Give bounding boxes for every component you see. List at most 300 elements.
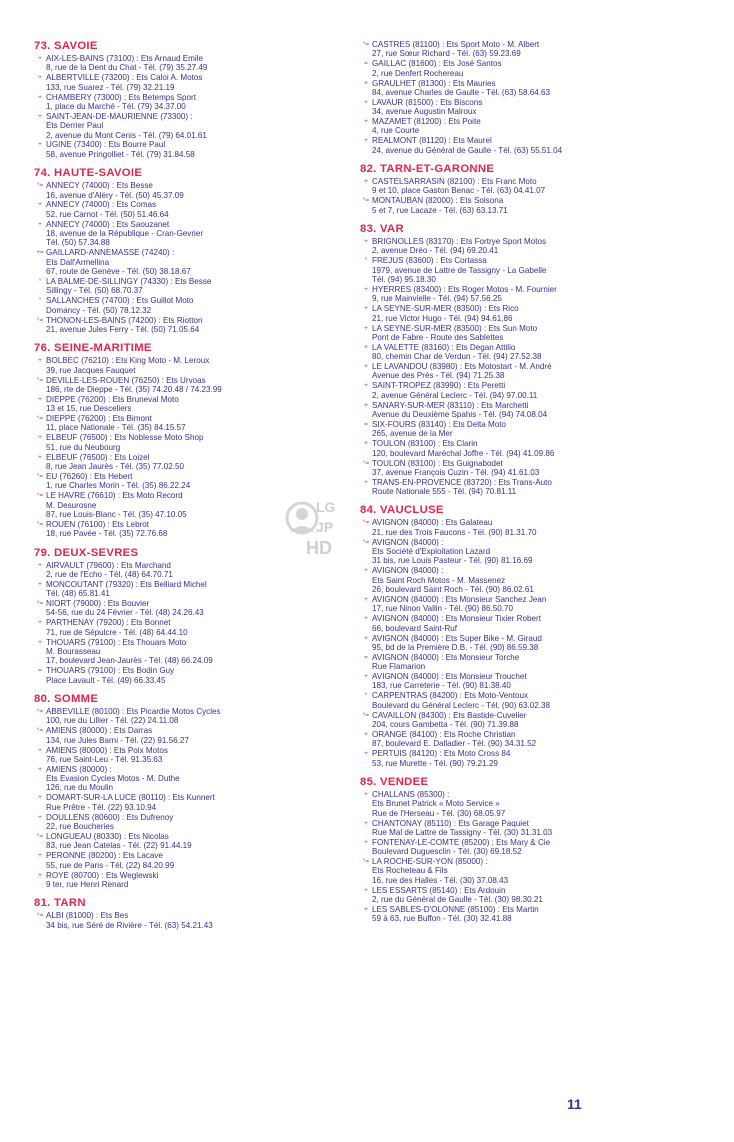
dealer-entry: [360, 819, 682, 838]
entry-text: [372, 857, 682, 885]
entry-marker: +: [364, 790, 368, 798]
dealer-entry: [360, 304, 682, 323]
department-heading: 80. SOMME: [34, 692, 99, 705]
entry-line: 95, bd de la Première D.B. - Tél. (90) 86.59.38: [372, 642, 539, 652]
entry-line: 34, avenue Augustin Malroux: [372, 107, 477, 117]
dealer-entry: [360, 478, 682, 497]
entry-line: EU (76260) : Ets Hebert: [46, 471, 133, 481]
entry-line: AMIENS (80000) : Ets Darras: [46, 726, 153, 736]
entry-text: [372, 98, 682, 117]
entry-line: NIORT (79000) : Ets Bouvier: [46, 599, 150, 609]
entry-text: [46, 871, 356, 890]
left-column: [34, 40, 356, 938]
dealer-entry: [360, 838, 682, 857]
entry-line: ANNECY (74000) : Ets Besse: [46, 181, 153, 191]
dealer-entry: [34, 599, 356, 618]
entry-text: [46, 395, 356, 414]
entry-line: 52, rue Carnot - Tél. (50) 51.46.64: [46, 209, 169, 219]
entry-text: [46, 765, 356, 793]
entry-text: [46, 707, 356, 726]
entry-marker: +: [38, 434, 42, 442]
dealer-entry: [34, 220, 356, 248]
entry-line: M. Desurosne: [46, 500, 97, 510]
dealer-entry: [34, 793, 356, 812]
entry-text: [372, 237, 682, 256]
entry-text: [372, 538, 682, 566]
entry-line: 17, rue Ninon Vallin - Tél. (90) 86.50.70: [372, 604, 513, 614]
dealer-entry: [34, 356, 356, 375]
entry-line: 186, rte de Dieppe - Tél. (35) 74.20.48 / 74.23.99: [46, 384, 222, 394]
entry-line: 5 et 7, rue Lacaze - Tél. (63) 63.13.71: [372, 205, 508, 215]
entry-text: [46, 248, 356, 276]
entry-marker: +: [38, 395, 42, 403]
dealer-entry: [34, 414, 356, 433]
dealer-entry: [34, 54, 356, 73]
entry-marker: +: [364, 137, 368, 145]
dealer-entry: [360, 256, 682, 284]
dealer-entry: [34, 181, 356, 200]
entry-line: PERONNE (80200) : Ets Lacave: [46, 851, 163, 861]
entry-line: 2, rue Denfert Rochereau: [372, 68, 464, 78]
entry-text: [372, 196, 682, 215]
entry-line: LA ROCHE-SUR-YON (85000) :: [372, 857, 488, 867]
department-heading: 84. VAUCLUSE: [360, 504, 444, 517]
entry-text: [46, 911, 356, 930]
entry-line: Ets Saint Roch Motos - M. Massenez: [372, 575, 506, 585]
entry-line: Rue de l'Herseau - Tél. (30) 68.05.97: [372, 808, 506, 818]
entry-line: GAILLAC (81600) : Ets José Santos: [372, 59, 502, 69]
entry-line: 37, avenue François Cuzin - Tél. (94) 41.61.03: [372, 467, 540, 477]
dealer-entry: [360, 177, 682, 196]
entry-line: 24, avenue du Général de Gaulle - Tél. (63) 55.51.04: [372, 145, 563, 155]
dealer-entry: [34, 813, 356, 832]
entry-marker: +: [38, 357, 42, 365]
entry-line: ROUEN (76100) : Ets Lebrot: [46, 519, 150, 529]
entry-text: [46, 296, 356, 315]
entry-line: Rue Prêtre - Tél. (22) 93.10.94: [46, 802, 157, 812]
entry-line: GRAULHET (81300) : Ets Mauries: [372, 78, 496, 88]
entry-line: ROYE (80700) : Ets Weglewski: [46, 870, 159, 880]
entry-marker: +: [364, 819, 368, 827]
entry-line: 1979, avenue de Lattre de Tassigny - La Gabelle: [372, 265, 547, 275]
entry-line: 34 bis, rue Séré de Rivière - Tél. (63) 54.21.43: [46, 920, 213, 930]
entry-line: THOUARS (79100) : Ets Thouars Moto: [46, 637, 187, 647]
entry-line: 126, rue du Moulin: [46, 783, 114, 793]
entry-line: FREJUS (83600) : Ets Cortassa: [372, 256, 487, 266]
entry-line: 21, rue Victor Hugo - Tél. (94) 94.61.86: [372, 313, 513, 323]
dealer-entry: [34, 73, 356, 92]
entry-marker: +: [364, 838, 368, 846]
entry-line: DEVILLE-LES-ROUEN (76250) : Ets Urvoas: [46, 375, 206, 385]
entry-text: [46, 813, 356, 832]
entry-line: CHAMBERY (73000) : Ets Betemps Sport: [46, 92, 196, 102]
entry-text: [46, 453, 356, 472]
dealer-entry: [360, 634, 682, 653]
entry-line: LES SABLES-D'OLONNE (85100) : Ets Martin: [372, 905, 539, 915]
entry-marker: °=: [36, 492, 44, 500]
entry-marker: +: [364, 478, 368, 486]
entry-line: Avenue du Deuxième Spahis - Tél. (94) 74.08.04: [372, 410, 548, 419]
entry-marker: +: [38, 112, 42, 120]
dealer-entry: [360, 653, 682, 672]
entry-line: 9 ter, rue Henri Renard: [46, 879, 129, 889]
entry-text: [46, 277, 356, 296]
entry-marker: +: [364, 440, 368, 448]
entry-marker: °=: [362, 197, 370, 205]
dealer-entry: [360, 343, 682, 362]
entry-line: Tél. (94) 95.18.30: [372, 275, 436, 285]
entry-line: 83, rue Jean Catelas - Tél. (22) 91.44.19: [46, 841, 192, 851]
department-section: [360, 504, 682, 767]
entry-line: DOMART-SUR-LA LUCE (80110) : Ets Kunnert: [46, 793, 215, 803]
entry-marker: °=: [36, 600, 44, 608]
dealer-entry: [360, 538, 682, 566]
entry-marker: +: [364, 79, 368, 87]
dealer-entry: [34, 112, 356, 140]
entry-line: M. Bourasseau: [46, 646, 101, 656]
entry-marker: +: [364, 596, 368, 603]
entry-line: ABBEVILLE (80100) : Ets Picardie Motos Cycles: [46, 706, 221, 716]
entry-marker: +: [38, 580, 42, 588]
entry-line: Pont de Fabre - Route des Sablettes: [372, 332, 504, 342]
entry-text: [46, 618, 356, 637]
entry-text: [46, 54, 356, 73]
entry-line: BRIGNOLLES (83170) : Ets Fortrye Sport Motos: [372, 237, 547, 247]
entry-marker: +: [38, 55, 42, 62]
entry-marker: =: [364, 420, 368, 428]
svg-text:HD: HD: [306, 538, 332, 558]
right-column: [360, 40, 682, 932]
entry-marker: +: [364, 305, 368, 313]
entry-line: 18, avenue de la République - Cran-Gevrier: [46, 229, 204, 239]
entry-text: [372, 691, 682, 710]
entry-marker: °=: [36, 316, 44, 324]
entry-text: [372, 730, 682, 749]
entry-marker: +: [38, 619, 42, 627]
entry-text: [372, 381, 682, 400]
department-heading: 79. DEUX-SEVRES: [34, 546, 139, 559]
entry-marker: +: [38, 141, 42, 149]
entry-line: BOLBEC (76210) : Ets King Moto - M. Leroux: [46, 356, 210, 366]
department-section: [360, 776, 682, 924]
entry-marker: +: [364, 324, 368, 332]
entry-marker: °=: [36, 472, 44, 480]
entry-text: [372, 401, 682, 420]
dealer-entry: [34, 618, 356, 637]
entry-line: Ets Derrier Paul: [46, 121, 104, 131]
entry-text: [46, 638, 356, 666]
entry-line: 26, boulevard Saint Roch - Tél. (90) 86.02.61: [372, 585, 534, 595]
dealer-entry: [360, 749, 682, 768]
entry-marker: +: [38, 794, 42, 802]
entry-line: 76, rue Saint-Leu - Tél. 91.35.63: [46, 754, 163, 764]
entry-line: Sillingy - Tél. (50) 68.70.37: [46, 286, 143, 296]
department-heading: 85. VENDEE: [360, 775, 429, 788]
entry-line: 80, chemin Char de Verdun - Tél. (94) 27.52.38: [372, 352, 542, 362]
dealer-entry: [360, 420, 682, 439]
entry-line: LA VALETTE (83160) : Ets Degan Attilio: [372, 342, 516, 352]
entry-text: [46, 580, 356, 599]
entry-line: ELBEUF (76500) : Ets Loizel: [46, 452, 150, 462]
entry-line: Ets Evasion Cycles Motos - M. Duthe: [46, 774, 180, 784]
department-heading: 73. SAVOIE: [34, 40, 98, 52]
entry-line: 84, avenue Charles de Gaulle - Tél. (63) 58.64.63: [372, 87, 551, 97]
entry-marker: +: [38, 852, 42, 860]
entry-line: TOULON (83100) : Ets Guignabodet: [372, 458, 503, 468]
entry-line: 67, route de Genève - Tél. (50) 38.18.67: [46, 267, 191, 277]
entry-text: [372, 136, 682, 155]
entry-text: [372, 285, 682, 304]
entry-text: [46, 414, 356, 433]
dealer-entry: [360, 40, 682, 59]
entry-line: 1, place du Marché - Tél. (79) 34.37.00: [46, 101, 186, 111]
department-section: [360, 163, 682, 215]
department-section: [34, 40, 356, 159]
entry-line: 2, rue de l'Echo - Tél. (48) 64.70.71: [46, 569, 173, 579]
entry-line: 9, rue Mainvielle - Tél. (94) 57.56.25: [372, 294, 502, 304]
entry-text: [372, 256, 682, 284]
entry-line: DIEPPE (76200) : Ets Bruneval Moto: [46, 394, 179, 404]
department-heading: 76. SEINE-MARITIME: [34, 342, 152, 355]
entry-line: 16, rue des Halles - Tél. (30) 37.08.43: [372, 875, 509, 885]
dealer-entry: [34, 395, 356, 414]
dealer-entry: [34, 93, 356, 112]
entry-text: [46, 140, 356, 159]
entry-text: [372, 711, 682, 730]
entry-line: 58, avenue Pringolliet - Tél. (79) 31.84.58: [46, 149, 195, 159]
entry-line: 54-56, rue du 24 Février - Tél. (48) 24.26.43: [46, 608, 204, 618]
dealer-entry: [34, 200, 356, 219]
entry-line: SAINT-TROPEZ (83990) : Ets Peretti: [372, 381, 506, 391]
entry-marker: +: [38, 638, 42, 646]
entry-line: ORANGE (84100) : Ets Roche Christian: [372, 729, 516, 739]
entry-line: LE HAVRE (76610) : Ets Moto Record: [46, 491, 183, 501]
entry-marker: °=: [362, 459, 370, 467]
entry-marker: +: [38, 871, 42, 879]
entry-marker: +: [364, 178, 368, 186]
dealer-entry: [360, 324, 682, 343]
entry-line: AVIGNON (84000) :: [372, 566, 444, 576]
entry-line: SIX-FOURS (83140) : Ets Delta Moto: [372, 419, 507, 429]
entry-marker: °=: [36, 376, 44, 384]
entry-line: AVIGNON (84000) : Ets Monsieur Sanchez Jean: [372, 595, 547, 604]
entry-line: LONGUEAU (80330) : Ets Nicolas: [46, 831, 169, 841]
dealer-entry: [360, 196, 682, 215]
dealer-entry: [34, 472, 356, 491]
entry-line: Tél. (48) 65.81.41: [46, 589, 110, 599]
dealer-entry: [360, 886, 682, 905]
entry-text: [372, 420, 682, 439]
entry-line: 11, place Nationale - Tél. (35) 84.15.57: [46, 423, 186, 433]
svg-text:JP: JP: [316, 519, 334, 535]
page-number: 11: [567, 1096, 582, 1112]
entry-text: [46, 599, 356, 618]
entry-marker: °=: [36, 727, 44, 735]
entry-marker: +: [364, 673, 368, 681]
entry-line: 21, rue des Trois Faucons - Tél. (90) 81.31.70: [372, 527, 537, 537]
dealer-entry: [360, 790, 682, 818]
dealer-entry: [360, 730, 682, 749]
entry-text: [372, 439, 682, 458]
entry-line: AVIGNON (84000) : Ets Monsieur Torche: [372, 652, 520, 662]
entry-line: AMIENS (80000) : Ets Poix Motos: [46, 745, 168, 755]
entry-marker: +: [364, 118, 368, 126]
dealer-entry: [34, 851, 356, 870]
entry-line: CAVAILLON (84300) : Ets Bastide-Cuvelier: [372, 710, 527, 720]
entry-line: 2, avenue Dréo - Tél. (94) 69.20.41: [372, 246, 499, 256]
entry-marker: °=: [362, 858, 370, 866]
entry-line: Tél. (50) 57.34.88: [46, 238, 110, 248]
dealer-entry: [34, 433, 356, 452]
entry-line: 31 bis, rue Louis Pasteur - Tél. (90) 81.16.69: [372, 556, 533, 566]
dealer-entry: [360, 362, 682, 381]
dealer-entry: [360, 595, 682, 614]
entry-line: AIX-LES-BAINS (73100) : Ets Arnaud Emile: [46, 54, 203, 63]
department-heading: 83. VAR: [360, 223, 404, 236]
entry-line: AVIGNON (84000) : Ets Galateau: [372, 518, 493, 528]
entry-text: [372, 324, 682, 343]
department-heading: 74. HAUTE-SAVOIE: [34, 167, 143, 180]
entry-line: Route Nationale 555 - Tél. (94) 70.81.11: [372, 487, 517, 497]
entry-text: [372, 749, 682, 768]
entry-text: [372, 117, 682, 136]
department-heading: 82. TARN-ET-GARONNE: [360, 163, 495, 176]
entry-marker: +: [364, 750, 368, 758]
entry-text: [372, 177, 682, 196]
entry-marker: °: [38, 277, 42, 285]
entry-line: 13 et 15, rue Desceliers: [46, 404, 132, 414]
entry-text: [372, 886, 682, 905]
entry-line: AMIENS (80000) :: [46, 764, 112, 774]
entry-line: ELBEUF (76500) : Ets Noblesse Moto Shop: [46, 433, 204, 443]
entry-marker: +: [364, 401, 368, 409]
dealer-entry: [360, 439, 682, 458]
entry-line: 134, rue Jules Barni - Tél. (22) 91.56.27: [46, 735, 189, 745]
entry-line: PARTHENAY (79200) : Ets Bonnet: [46, 618, 171, 628]
dealer-entry: [360, 691, 682, 710]
entry-line: AVIGNON (84000) : Ets Monsieur Tixier Robert: [372, 614, 541, 624]
entry-line: LAVAUR (81500) : Ets Biscons: [372, 97, 483, 107]
entry-line: 71, rue de Sépulcre - Tél. (48) 64.44.10: [46, 627, 188, 637]
entry-line: ANNECY (74000) : Ets Saouzanet: [46, 219, 170, 229]
entry-text: [372, 459, 682, 478]
dealer-entry: [34, 871, 356, 890]
entry-marker: °: [364, 692, 368, 700]
entry-line: ALBI (81000) : Ets Bes: [46, 911, 129, 921]
entry-line: TRANS-EN-PROVENCE (83720) : Ets Trans-Auto: [372, 477, 552, 487]
entry-line: 8, rue de la Dent du Chat - Tél. (79) 35.27.49: [46, 63, 208, 73]
dealer-entry: [360, 136, 682, 155]
entry-text: [372, 653, 682, 672]
department-section: [34, 693, 356, 889]
entry-line: 8, rue Jean Jaurès - Tél. (35) 77.02.50: [46, 461, 184, 471]
entry-line: DOULLENS (80600) : Ets Dufrenoy: [46, 812, 174, 822]
entry-line: PERTUIS (84120) : Ets Moto Cross 84: [372, 749, 511, 759]
entry-line: DIEPPE (76200) : Ets Bimont: [46, 414, 152, 424]
dealer-entry: [360, 566, 682, 594]
entry-line: LE LAVANDOU (83980) : Ets Motostart - M. André: [372, 362, 552, 372]
entry-text: [46, 433, 356, 452]
dealer-entry: [360, 79, 682, 98]
department-heading: 81. TARN: [34, 897, 86, 910]
entry-text: [46, 793, 356, 812]
entry-line: MONTAUBAN (82000) : Ets Solsona: [372, 196, 504, 206]
entry-line: MAZAMET (81200) : Ets Poite: [372, 117, 481, 127]
entry-line: SANARY-SUR-MER (83110) : Ets Marchetti: [372, 400, 529, 410]
entry-line: ANNECY (74000) : Ets Comas: [46, 200, 157, 210]
entry-marker: +: [364, 285, 368, 293]
dealer-entry: [34, 376, 356, 395]
entry-line: Domancy - Tél. (50) 78.12.32: [46, 305, 152, 315]
entry-marker: +: [38, 93, 42, 101]
entry-marker: °=: [36, 520, 44, 528]
entry-line: CARPENTRAS (84200) : Ets Moto-Ventoux: [372, 691, 529, 701]
entry-text: [372, 566, 682, 594]
dealer-entry: [34, 832, 356, 851]
dealer-entry: [360, 711, 682, 730]
entry-text: [372, 40, 682, 59]
entry-marker: +=: [36, 249, 44, 257]
entry-marker: °=: [36, 182, 44, 190]
entry-line: TOULON (83100) : Ets Clarin: [372, 439, 478, 449]
entry-marker: +: [38, 765, 42, 773]
entry-text: [372, 304, 682, 323]
entry-marker: +: [364, 886, 368, 894]
entry-marker: °: [38, 297, 42, 305]
entry-text: [372, 343, 682, 362]
entry-text: [372, 518, 682, 537]
dealer-entry: [360, 672, 682, 691]
dealer-entry: [360, 285, 682, 304]
dealer-entry: [34, 316, 356, 335]
entry-line: CHANTONAY (85110) : Ets Garage Paquiet: [372, 818, 529, 828]
entry-text: [372, 905, 682, 924]
dealer-entry: [34, 726, 356, 745]
dealer-entry: [34, 765, 356, 793]
entry-marker: +: [364, 567, 368, 575]
entry-line: 265, avenue de la Mer: [372, 429, 453, 439]
entry-line: MONCOUTANT (79320) : Ets Belliard Michel: [46, 579, 207, 589]
entry-line: THOUARS (79100) : Ets Bodin Guy: [46, 666, 175, 676]
department-section: [360, 40, 682, 155]
entry-text: [46, 376, 356, 395]
entry-line: 4, rue Courte: [372, 126, 420, 136]
entry-text: [46, 73, 356, 92]
entry-text: [46, 112, 356, 140]
entry-line: 100, rue du Lillier - Tél. (22) 24.11.08: [46, 716, 179, 726]
entry-line: CASTELSARRASIN (82100) : Ets Franc Moto: [372, 177, 537, 187]
entry-line: 51, rue du Neubourg: [46, 442, 121, 452]
entry-text: [46, 726, 356, 745]
entry-line: 27, rue Sœur Richard - Tél. (63) 59.23.69: [372, 49, 521, 59]
dealer-entry: [360, 237, 682, 256]
entry-text: [372, 614, 682, 633]
entry-text: [372, 79, 682, 98]
entry-line: REALMONT (81120) : Ets Maurel: [372, 136, 492, 146]
dealer-entry: [34, 453, 356, 472]
dealer-entry: [34, 248, 356, 276]
entry-line: THONON-LES-BAINS (74200) : Ets Riotton: [46, 315, 203, 325]
entry-line: LA SEYNE-SUR-MER (83500) : Ets Rico: [372, 304, 519, 314]
entry-text: [372, 595, 682, 614]
dealer-entry: [34, 707, 356, 726]
entry-text: [372, 634, 682, 653]
entry-line: Ets Dall'Armellina: [46, 257, 110, 267]
entry-line: 87, rue Louis-Blanc - Tél. (35) 47.10.05: [46, 509, 187, 519]
entry-line: CHALLANS (85300) :: [372, 789, 450, 799]
entry-line: 133, rue Suarez - Tél. (79) 32.21.19: [46, 82, 175, 92]
entry-marker: +: [38, 746, 42, 754]
